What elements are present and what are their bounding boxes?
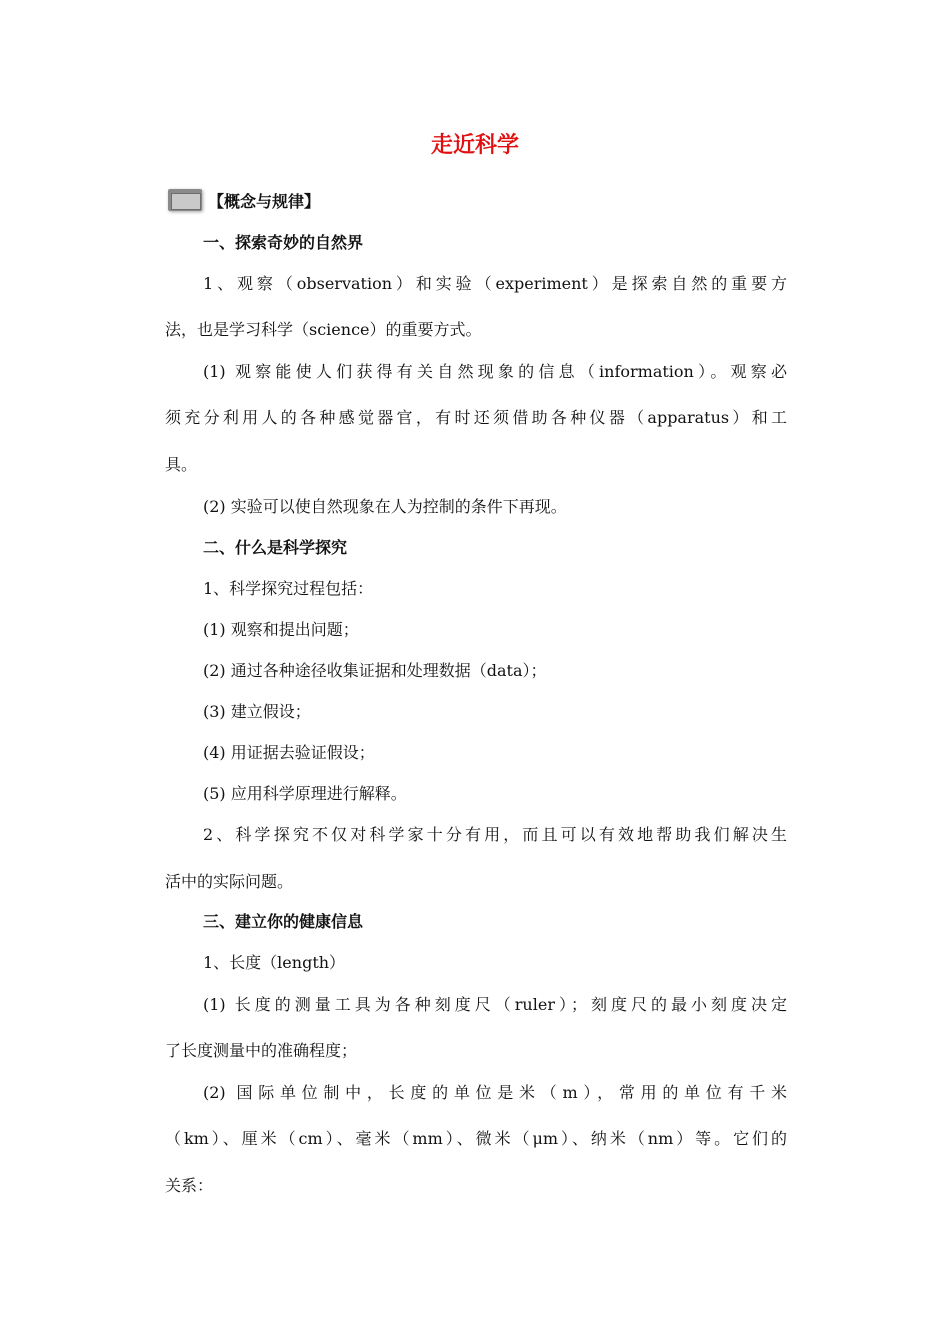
heading-2: 二、什么是科学探究 (203, 538, 348, 557)
section-tag (168, 186, 320, 214)
paragraph-2-line-1: (1) 观察能使人们获得有关自然现象的信息（information）。观察必 (203, 362, 787, 381)
paragraph-2-line-2: 须充分利用人的各种感觉器官，有时还须借助各种仪器（apparatus）和工 (165, 408, 787, 427)
paragraph-8-line-3: 关系： (165, 1176, 214, 1195)
page-title: 走近科学 (430, 133, 519, 158)
paragraph-4: 1、科学探究过程包括： (203, 579, 374, 598)
heading-3: 三、建立你的健康信息 (203, 912, 364, 931)
paragraph-3: (2) 实验可以使自然现象在人为控制的条件下再现。 (203, 497, 567, 516)
folder-icon (168, 187, 204, 213)
paragraph-1-line-2: 法，也是学习科学（science）的重要方式。 (165, 320, 482, 339)
paragraph-8-line-1: (2) 国际单位制中，长度的单位是米（m），常用的单位有千米 (203, 1083, 787, 1102)
paragraph-7-line-2: 了长度测量中的准确程度； (165, 1041, 358, 1060)
list-item: (3) 建立假设； (203, 702, 311, 721)
section-tag-label: 【概念与规律】 (208, 191, 321, 211)
paragraph-7-line-1: (1) 长度的测量工具为各种刻度尺（ruler）；刻度尺的最小刻度决定 (203, 995, 787, 1014)
list-item: (1) 观察和提出问题； (203, 620, 359, 639)
paragraph-5-line-1: 2、科学探究不仅对科学家十分有用，而且可以有效地帮助我们解决生 (203, 825, 787, 844)
paragraph-1-line-1: 1、观察（observation）和实验（experiment）是探索自然的重要方 (203, 274, 787, 293)
list-item: (5) 应用科学原理进行解释。 (203, 784, 407, 803)
paragraph-2-line-3: 具。 (165, 455, 198, 474)
list-item: (4) 用证据去验证假设； (203, 743, 375, 762)
paragraph-6: 1、长度（length） (203, 953, 346, 972)
heading-1: 一、探索奇妙的自然界 (203, 233, 364, 252)
paragraph-5-line-2: 活中的实际问题。 (165, 872, 294, 891)
paragraph-8-line-2: （km）、厘米（cm）、毫米（mm）、微米（μm）、纳米（nm）等。它们的 (165, 1129, 787, 1148)
list-item: (2) 通过各种途径收集证据和处理数据（data）； (203, 661, 547, 680)
